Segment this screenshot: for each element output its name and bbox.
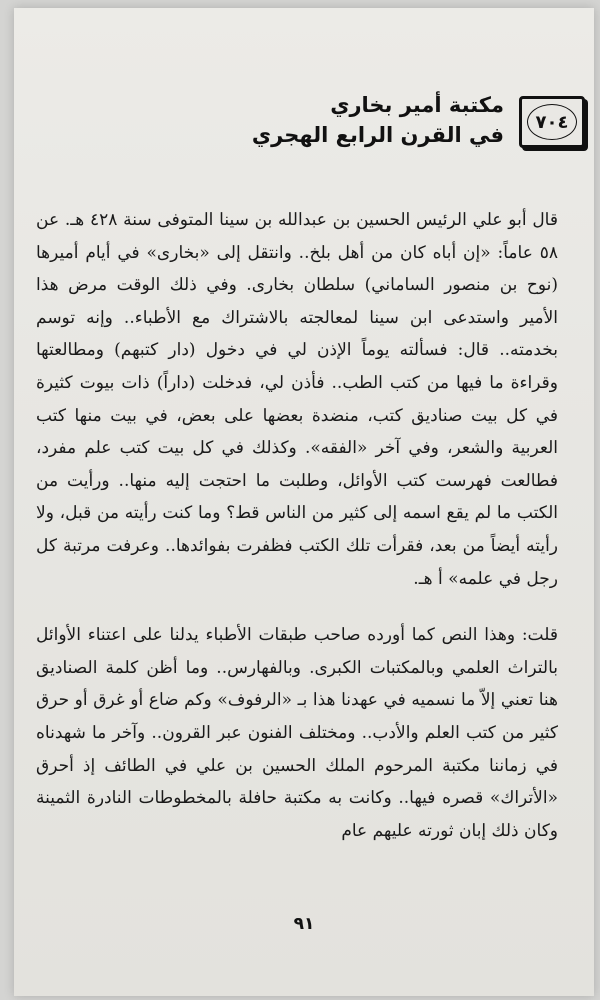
section-header bbox=[84, 90, 589, 160]
page-number: ٩١ bbox=[293, 914, 315, 934]
body-text bbox=[36, 204, 558, 847]
section-number-frame bbox=[527, 104, 577, 140]
book-page bbox=[14, 8, 594, 996]
section-number-badge bbox=[519, 96, 585, 148]
section-title-line-1: مكتبة أمير بخاري bbox=[330, 93, 504, 117]
section-title-line-2: في القرن الرابع الهجري bbox=[251, 123, 504, 147]
paragraph-commentary: قلت: وهذا النص كما أورده صاحب طبقات الأطباء يدلنا على اعتناء الأوائل بالتراث العلمي وبالمكتبات الكبرى. وبالفهارس.. وما أظن كلمة الصناديق هنا تعني إلاّ ما نسميه في عهدنا هذا بـ «الرفوف» وكم ضاع أو غرق أو حرق كثير من كتب العلم والأدب.. ومختلف الفنون عبر القرون.. وآخر ما شهدناه في زماننا مكتبة المرحوم الملك الحسين بن علي في الطائف إذ أحرق «الأتراك» قصره فيها.. وكانت به مكتبة حافلة بالمخطوطات النادرة الثمينة وكان ذلك إبان ثورته عليهم عام bbox=[36, 625, 558, 841]
section-title-block bbox=[252, 90, 504, 150]
section-number: ٧٠٤ bbox=[535, 111, 569, 133]
paragraph-quote: قال أبو علي الرئيس الحسين بن عبدالله بن سينا المتوفى سنة ٤٢٨ هـ. عن ٥٨ عاماً: «إن أباه كان من أهل بلخ.. وانتقل إلى «بخارى» في أيام أميرها (نوح بن منصور الساماني) سلطان بخارى. وفي ذلك الوقت مرض هذا الأمير واستدعى ابن سينا لمعالجته بالاشتراك مع الأطباء.. وإنه توسم بخدمته.. قال: فسألته يوماً الإذن لي في دخول (دار كتبهم) ومطالعتها وقراءة ما فيها من كتب الطب.. فأذن لي، فدخلت (داراً) ذات بيوت كثيرة في كل بيت صناديق كتب، منضدة بعضها على بعض، في بيت منها كتب العربية والشعر، وفي آخر «الفقه». وكذلك في كل بيت كتب علم مفرد، فطالعت فهرست كتب الأوائل، وطلبت ما احتجت إليه منها.. ورأيت من الكتب ما لم يقع اسمه إلى كثير من الناس قط؟ وما كنت رأيته من قبل، ولا رأيته أيضاً من بعد، فقرأت تلك الكتب فظفرت بفوائدها.. وعرفت مرتبة كل رجل في علمه» أ هـ. bbox=[36, 210, 558, 589]
